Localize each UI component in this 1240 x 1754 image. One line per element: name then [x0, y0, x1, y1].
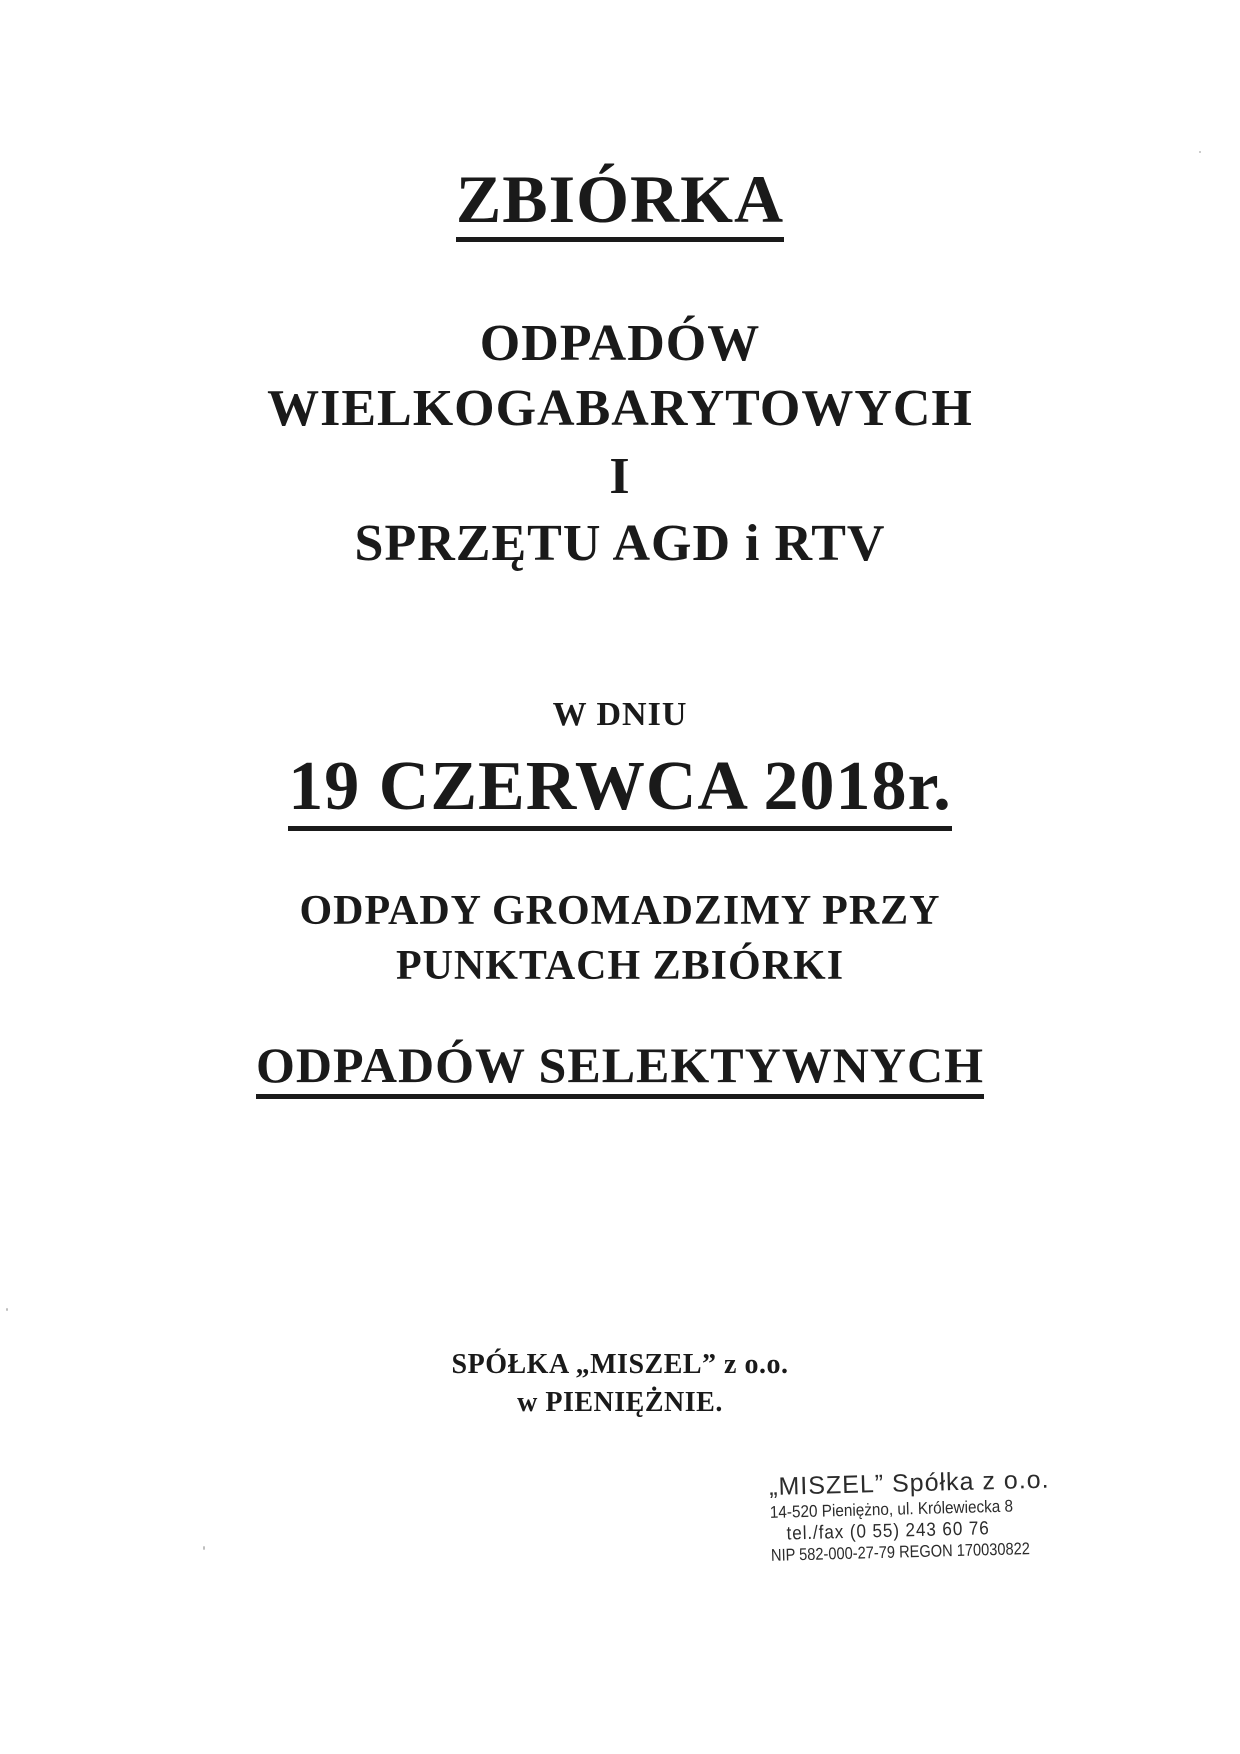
gather-line-2: PUNKTACH ZBIÓRKI	[395, 943, 845, 989]
subtitle-line-4: SPRZĘTU AGD i RTV	[354, 515, 886, 572]
company-stamp	[769, 1464, 1071, 1567]
scan-speck	[203, 1546, 205, 1550]
company-line-1: SPÓŁKA „MISZEL” z o.o.	[451, 1349, 789, 1380]
stamp-line-3: tel./fax (0 55) 243 60 76	[786, 1518, 990, 1545]
scan-speck	[1199, 151, 1201, 153]
selective-waste-text: ODPADÓW SELEKTYWNYCH	[256, 1040, 984, 1099]
date-label: W DNIU	[552, 696, 688, 733]
notice-title	[0, 161, 1240, 242]
collection-date-text: 19 CZERWCA 2018r.	[288, 752, 951, 831]
subtitle-line-3: I	[609, 448, 631, 505]
stamp-line-4: NIP 582-000-27-79 REGON 170030822	[770, 1539, 1031, 1566]
subtitle-line-2: WIELKOGABARYTOWYCH	[267, 380, 973, 437]
stamp-line-2: 14-520 Pieniężno, ul. Królewiecka 8	[769, 1496, 1014, 1522]
stamp-line-1: „MISZEL” Spółka z o.o.	[768, 1465, 1050, 1501]
selective-waste-heading	[0, 1037, 1240, 1099]
collection-date	[0, 748, 1240, 831]
gather-line-1: ODPADY GROMADZIMY PRZY	[299, 888, 941, 934]
notice-title-text: ZBIÓRKA	[456, 165, 784, 242]
subtitle-line-1: ODPADÓW	[479, 315, 761, 372]
scan-speck	[6, 1308, 8, 1311]
company-line-2: w PIENIĘŻNIE.	[517, 1387, 723, 1418]
